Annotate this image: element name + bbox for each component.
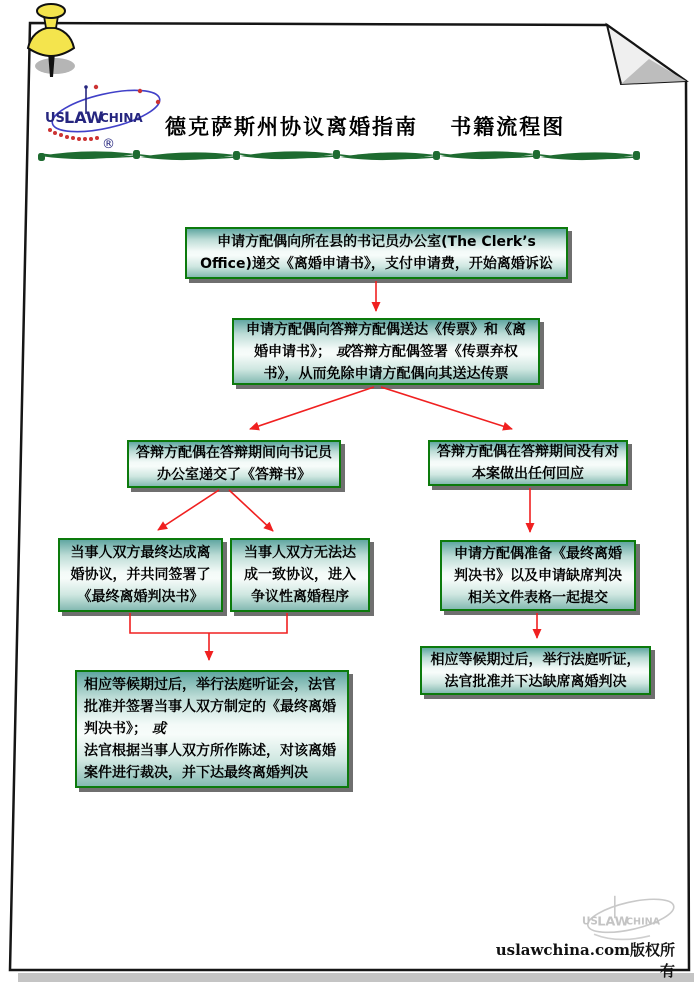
emphasis-or: 或: [335, 343, 350, 360]
flow-node-service: 申请方配偶向答辩方配偶送达《传票》和《离婚申请书》； 或答辩方配偶签署《传票弃权书》，从而免除申请方配偶向其送达传票: [232, 318, 540, 385]
logo-text-china: CHINA: [100, 111, 143, 125]
flow-node-contested: 当事人双方无法达成一致协议，进入争议性离婚程序: [230, 538, 370, 612]
watermark-text-law: LAW: [597, 914, 629, 930]
flow-node-default-hearing: 相应等候期过后，举行法庭听证，法官批准并下达缺席离婚判决: [420, 646, 651, 695]
flow-node-default-prep: 申请方配偶准备《最终离婚判决书》以及申请缺席判决相关文件表格一起提交: [440, 540, 636, 611]
flow-node-final-hearing: 相应等候期过后，举行法庭听证会，法官批准并签署当事人双方制定的《最终离婚判决书》； 或 法官根据当事人双方所作陈述，对该离婚案件进行裁决，并下达最终离婚判决: [75, 670, 349, 788]
emphasis-or: 或: [151, 721, 166, 737]
watermark-text-china: CHINA: [626, 916, 661, 928]
watermark-text-us: US: [582, 915, 598, 928]
page-title: 德克萨斯州协议离婚指南 书籍流程图: [165, 115, 566, 139]
paper-outline: [10, 23, 689, 970]
flow-node-answered: 答辩方配偶在答辩期间向书记员办公室递交了《答辩书》: [127, 440, 341, 488]
logo-text-us: US: [45, 111, 65, 126]
flow-node-agreement: 当事人双方最终达成离婚协议，并共同签署了《最终离婚判决书》: [58, 538, 223, 612]
garland-divider-icon: [38, 146, 642, 164]
logo-text-law: LAW: [64, 108, 104, 127]
pushpin-icon: [20, 0, 84, 82]
copyright-text: uslawchina.com版权所有: [495, 941, 675, 980]
logo-registered-mark: ®: [102, 137, 115, 152]
flow-node-no-response: 答辩方配偶在答辩期间没有对本案做出任何回应: [428, 440, 628, 486]
flow-node-petition: 申请方配偶向所在县的书记员办公室(The Clerk’s Office)递交《离婚申请书》，支付申请费，开始离婚诉讼: [185, 227, 568, 279]
